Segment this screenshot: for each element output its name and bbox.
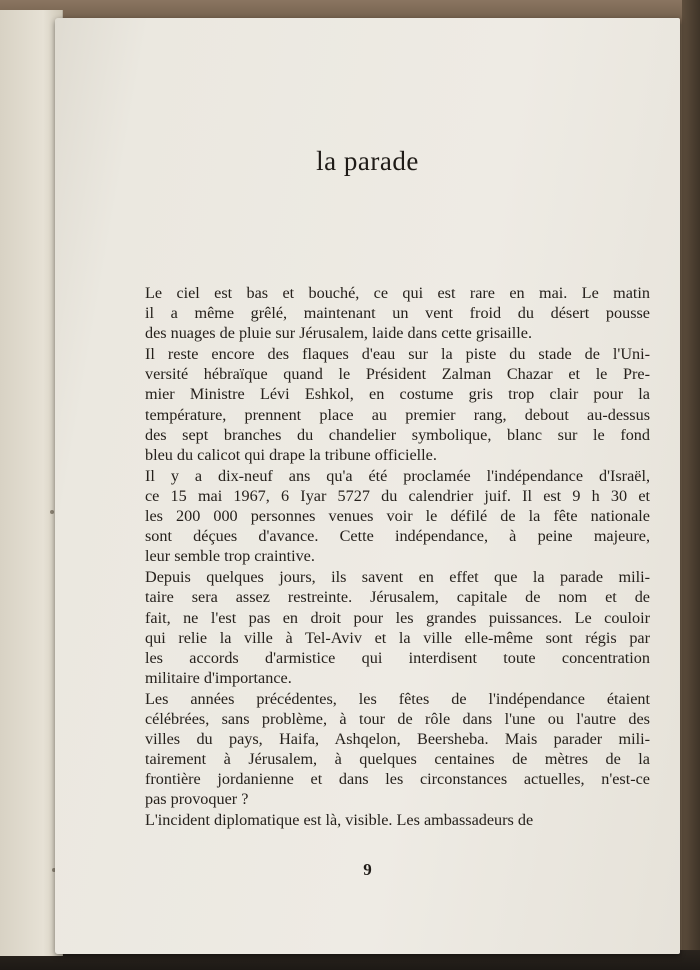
paragraph bbox=[145, 810, 650, 830]
text-line: Les années précédentes, les fêtes de l'indépendance étaient bbox=[145, 689, 650, 708]
text-line: les 200 000 personnes venues voir le défilé de la fête nationale bbox=[145, 507, 650, 526]
text-line: Le ciel est bas et bouché, ce qui est rare en mai. Le matin bbox=[145, 284, 650, 302]
text-line: versité hébraïque quand le Président Zalman Chazar et le Pre- bbox=[145, 365, 650, 384]
text-line: Depuis quelques jours, ils savent en effet que la parade mili- bbox=[145, 568, 650, 587]
text-line: des sept branches du chandelier symbolique, blanc sur le fond bbox=[145, 425, 650, 444]
book-page bbox=[55, 18, 680, 954]
paragraph bbox=[145, 283, 650, 343]
paragraph bbox=[145, 466, 650, 566]
text-line: frontière jordanienne et dans les circonstances actuelles, n'est-ce bbox=[145, 770, 650, 789]
text-line: sont déçues d'avance. Cette indépendance, à peine majeure, bbox=[145, 527, 650, 546]
paragraph bbox=[145, 567, 650, 688]
text-line: des nuages de pluie sur Jérusalem, laide dans cette grisaille. bbox=[145, 324, 533, 343]
paragraph bbox=[145, 344, 650, 465]
text-line: ce 15 mai 1967, 6 Iyar 5727 du calendrier juif. Il est 9 h 30 et bbox=[145, 486, 650, 505]
text-line: leur semble trop craintive. bbox=[145, 547, 315, 566]
facing-page-edge bbox=[0, 10, 63, 956]
page-number: 9 bbox=[363, 860, 372, 879]
text-line: villes du pays, Haifa, Ashqelon, Beersheba. Mais parader mili- bbox=[145, 730, 650, 749]
background-table-right bbox=[682, 0, 700, 970]
text-line: bleu du calicot qui drape la tribune officielle. bbox=[145, 445, 437, 464]
text-line: il a même grêlé, maintenant un vent froid du désert pousse bbox=[145, 304, 650, 323]
text-line: qui relie la ville à Tel-Aviv et la ville elle-même sont régis par bbox=[145, 628, 650, 647]
chapter-title: la parade bbox=[316, 146, 419, 176]
text-line: tairement à Jérusalem, à quelques centaines de mètres de la bbox=[145, 750, 650, 769]
text-line: Il reste encore des flaques d'eau sur la piste du stade de l'Uni- bbox=[145, 345, 650, 364]
text-line: mier Ministre Lévi Eshkol, en costume gris trop clair pour la bbox=[145, 385, 650, 404]
paragraph bbox=[145, 689, 650, 810]
text-line: célébrées, sans problème, à tour de rôle dans l'une ou l'autre des bbox=[145, 709, 650, 728]
text-line: taire sera assez restreinte. Jérusalem, capitale de nom et de bbox=[145, 588, 650, 607]
text-line: militaire d'importance. bbox=[145, 668, 292, 687]
text-line: fait, ne l'est pas en droit pour les grandes puissances. Le couloir bbox=[145, 608, 650, 627]
body-text bbox=[145, 283, 650, 832]
text-line: température, prennent place au premier rang, debout au-dessus bbox=[145, 405, 650, 424]
text-line: pas provoquer ? bbox=[145, 790, 249, 809]
text-line: Il y a dix-neuf ans qu'a été proclamée l'indépendance d'Israël, bbox=[145, 466, 650, 485]
text-line: L'incident diplomatique est là, visible. Les ambassadeurs de bbox=[145, 811, 534, 830]
binding-stitch bbox=[50, 510, 54, 514]
text-line: les accords d'armistice qui interdisent toute concentration bbox=[145, 648, 650, 667]
